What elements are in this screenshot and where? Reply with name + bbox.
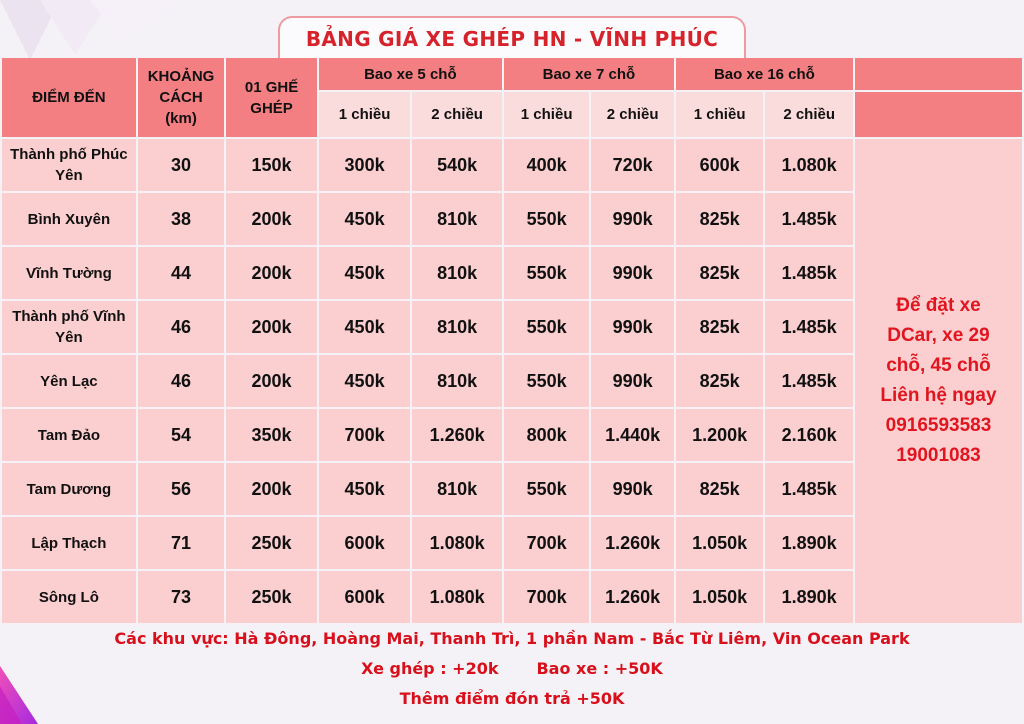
price-cell: 550k xyxy=(504,301,590,353)
header-distance: KHOẢNG CÁCH (km) xyxy=(138,58,225,137)
price-cell: 1.485k xyxy=(765,247,853,299)
seat-price-cell: 150k xyxy=(226,139,317,191)
price-cell: 990k xyxy=(591,193,674,245)
header-round-trip: 2 chiều xyxy=(591,92,674,137)
distance-cell: 38 xyxy=(138,193,225,245)
price-cell: 825k xyxy=(676,463,764,515)
price-cell: 1.890k xyxy=(765,571,853,623)
price-cell: 600k xyxy=(676,139,764,191)
destination-cell: Thành phố Vĩnh Yên xyxy=(2,301,136,353)
contact-panel xyxy=(855,139,1022,623)
destination-cell: Bình Xuyên xyxy=(2,193,136,245)
seat-price-cell: 200k xyxy=(226,247,317,299)
price-cell: 450k xyxy=(319,463,411,515)
price-cell: 1.485k xyxy=(765,355,853,407)
destination-cell: Sông Lô xyxy=(2,571,136,623)
footer-charter-fee: Bao xe : +50K xyxy=(536,659,663,678)
price-cell: 810k xyxy=(412,247,502,299)
price-cell: 600k xyxy=(319,571,411,623)
price-cell: 550k xyxy=(504,463,590,515)
contact-hotline: 19001083 xyxy=(896,445,981,466)
price-cell: 450k xyxy=(319,193,411,245)
price-cell: 825k xyxy=(676,355,764,407)
price-cell: 990k xyxy=(591,301,674,353)
price-cell: 1.890k xyxy=(765,517,853,569)
header-one-way: 1 chiều xyxy=(319,92,411,137)
header-round-trip: 2 chiều xyxy=(765,92,853,137)
price-cell: 600k xyxy=(319,517,411,569)
header-round-trip: 2 chiều xyxy=(412,92,502,137)
price-cell: 300k xyxy=(319,139,411,191)
contact-line: Liên hệ ngay xyxy=(880,385,997,406)
price-cell: 1.485k xyxy=(765,193,853,245)
contact-line: Để đặt xe xyxy=(896,295,981,316)
distance-cell: 30 xyxy=(138,139,225,191)
price-cell: 825k xyxy=(676,301,764,353)
price-cell: 400k xyxy=(504,139,590,191)
seat-price-cell: 200k xyxy=(226,463,317,515)
price-cell: 450k xyxy=(319,355,411,407)
footer-extra-stop: Thêm điểm đón trả +50K xyxy=(399,689,625,708)
price-cell: 810k xyxy=(412,355,502,407)
price-cell: 1.050k xyxy=(676,571,764,623)
title-box xyxy=(278,16,746,60)
price-cell: 990k xyxy=(591,463,674,515)
price-cell: 1.260k xyxy=(412,409,502,461)
price-cell: 550k xyxy=(504,193,590,245)
header-group-16-seat: Bao xe 16 chỗ xyxy=(676,58,853,90)
price-cell: 990k xyxy=(591,355,674,407)
seat-price-cell: 350k xyxy=(226,409,317,461)
seat-price-cell: 200k xyxy=(226,193,317,245)
price-cell: 810k xyxy=(412,193,502,245)
price-cell: 825k xyxy=(676,247,764,299)
distance-cell: 54 xyxy=(138,409,225,461)
price-cell: 1.080k xyxy=(765,139,853,191)
price-cell: 990k xyxy=(591,247,674,299)
price-cell: 1.080k xyxy=(412,517,502,569)
header-one-way: 1 chiều xyxy=(676,92,764,137)
price-cell: 1.050k xyxy=(676,517,764,569)
price-cell: 1.080k xyxy=(412,571,502,623)
contact-line: DCar, xe 29 xyxy=(887,325,990,346)
header-group-5-seat: Bao xe 5 chỗ xyxy=(319,58,502,90)
destination-cell: Vĩnh Tường xyxy=(2,247,136,299)
price-cell: 1.260k xyxy=(591,517,674,569)
price-cell: 825k xyxy=(676,193,764,245)
seat-price-cell: 250k xyxy=(226,517,317,569)
header-blank xyxy=(855,92,1022,137)
price-cell: 450k xyxy=(319,301,411,353)
price-cell: 550k xyxy=(504,355,590,407)
price-cell: 2.160k xyxy=(765,409,853,461)
distance-cell: 44 xyxy=(138,247,225,299)
price-table xyxy=(0,56,1024,625)
price-cell: 700k xyxy=(319,409,411,461)
destination-cell: Tam Đảo xyxy=(2,409,136,461)
price-cell: 1.485k xyxy=(765,301,853,353)
seat-price-cell: 250k xyxy=(226,571,317,623)
price-cell: 1.200k xyxy=(676,409,764,461)
distance-cell: 46 xyxy=(138,355,225,407)
header-shared-seat: 01 GHẾ GHÉP xyxy=(226,58,317,137)
price-cell: 540k xyxy=(412,139,502,191)
price-cell: 800k xyxy=(504,409,590,461)
price-cell: 1.485k xyxy=(765,463,853,515)
distance-cell: 73 xyxy=(138,571,225,623)
header-destination: ĐIỂM ĐẾN xyxy=(2,58,136,137)
price-cell: 550k xyxy=(504,247,590,299)
destination-cell: Tam Dương xyxy=(2,463,136,515)
distance-cell: 56 xyxy=(138,463,225,515)
price-cell: 1.260k xyxy=(591,571,674,623)
footer-shared-fee: Xe ghép : +20k xyxy=(361,659,499,678)
seat-price-cell: 200k xyxy=(226,355,317,407)
header-one-way: 1 chiều xyxy=(504,92,590,137)
price-cell: 700k xyxy=(504,571,590,623)
footer-fees xyxy=(0,654,1024,684)
table-row xyxy=(2,139,1022,191)
distance-cell: 46 xyxy=(138,301,225,353)
destination-cell: Yên Lạc xyxy=(2,355,136,407)
footer-areas: Các khu vực: Hà Đông, Hoàng Mai, Thanh Trì, 1 phần Nam - Bắc Từ Liêm, Vin Ocean Park xyxy=(114,629,910,648)
price-cell: 1.440k xyxy=(591,409,674,461)
price-cell: 810k xyxy=(412,301,502,353)
price-cell: 810k xyxy=(412,463,502,515)
destination-cell: Lập Thạch xyxy=(2,517,136,569)
header-blank xyxy=(855,58,1022,90)
destination-cell: Thành phố Phúc Yên xyxy=(2,139,136,191)
seat-price-cell: 200k xyxy=(226,301,317,353)
price-cell: 720k xyxy=(591,139,674,191)
header-group-7-seat: Bao xe 7 chỗ xyxy=(504,58,674,90)
footer-notes xyxy=(0,624,1024,714)
price-cell: 700k xyxy=(504,517,590,569)
page-title: BẢNG GIÁ XE GHÉP HN - VĨNH PHÚC xyxy=(305,27,719,51)
price-cell: 450k xyxy=(319,247,411,299)
contact-phone: 0916593583 xyxy=(885,415,992,436)
contact-line: chỗ, 45 chỗ xyxy=(886,355,991,376)
distance-cell: 71 xyxy=(138,517,225,569)
